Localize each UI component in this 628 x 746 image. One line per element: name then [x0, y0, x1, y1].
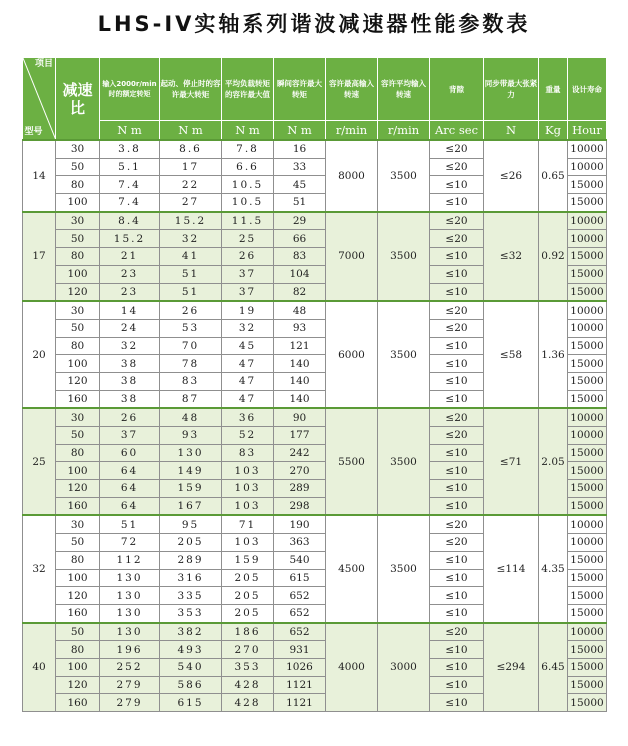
col-header-rated-torque: 输入2000r/min时的额定转矩 — [100, 58, 160, 121]
start-stop-torque-cell: 130 — [160, 444, 222, 462]
life-cell: 15000 — [568, 248, 607, 266]
avg-load-torque-cell: 36 — [222, 408, 274, 426]
ratio-cell: 80 — [56, 337, 100, 355]
weight-cell: 4.35 — [539, 515, 568, 622]
start-stop-torque-cell: 159 — [160, 480, 222, 498]
rated-torque-cell: 130 — [100, 623, 160, 641]
rated-torque-cell: 130 — [100, 604, 160, 622]
life-cell: 10000 — [568, 319, 607, 337]
ratio-cell: 80 — [56, 641, 100, 659]
rated-torque-cell: 38 — [100, 390, 160, 408]
table-row — [23, 515, 607, 533]
ratio-cell: 120 — [56, 587, 100, 605]
backlash-cell: ≤10 — [430, 641, 484, 659]
corner-header-cell — [23, 58, 56, 140]
ratio-cell: 80 — [56, 248, 100, 266]
avg-load-torque-cell: 11.5 — [222, 212, 274, 230]
life-cell: 10000 — [568, 515, 607, 533]
start-stop-torque-cell: 15.2 — [160, 212, 222, 230]
model-cell: 20 — [23, 301, 56, 408]
ratio-cell: 160 — [56, 694, 100, 712]
col-header-momentary-torque: 瞬间容许最大转矩 — [274, 58, 326, 121]
start-stop-torque-cell: 22 — [160, 176, 222, 194]
avg-load-torque-cell: 83 — [222, 444, 274, 462]
rated-torque-cell: 7.4 — [100, 176, 160, 194]
rated-torque-cell: 23 — [100, 265, 160, 283]
life-cell: 15000 — [568, 694, 607, 712]
model-cell: 25 — [23, 408, 56, 515]
backlash-cell: ≤10 — [430, 658, 484, 676]
table-row — [23, 140, 607, 158]
start-stop-torque-cell: 382 — [160, 623, 222, 641]
momentary-torque-cell: 177 — [274, 427, 326, 445]
rated-torque-cell: 64 — [100, 497, 160, 515]
backlash-cell: ≤20 — [430, 534, 484, 552]
start-stop-torque-cell: 53 — [160, 319, 222, 337]
start-stop-torque-cell: 26 — [160, 301, 222, 319]
life-cell: 10000 — [568, 230, 607, 248]
ratio-cell: 100 — [56, 658, 100, 676]
backlash-cell: ≤10 — [430, 551, 484, 569]
backlash-cell: ≤10 — [430, 265, 484, 283]
ratio-cell: 100 — [56, 265, 100, 283]
start-stop-torque-cell: 93 — [160, 427, 222, 445]
ratio-cell: 50 — [56, 534, 100, 552]
avg-input-speed-cell: 3500 — [378, 301, 430, 408]
avg-load-torque-cell: 10.5 — [222, 194, 274, 212]
life-cell: 15000 — [568, 569, 607, 587]
backlash-cell: ≤10 — [430, 355, 484, 373]
ratio-cell: 120 — [56, 480, 100, 498]
backlash-cell: ≤20 — [430, 623, 484, 641]
start-stop-torque-cell: 17 — [160, 158, 222, 176]
life-cell: 15000 — [568, 641, 607, 659]
rated-torque-cell: 64 — [100, 462, 160, 480]
backlash-cell: ≤10 — [430, 283, 484, 301]
start-stop-torque-cell: 70 — [160, 337, 222, 355]
life-cell: 10000 — [568, 301, 607, 319]
momentary-torque-cell: 242 — [274, 444, 326, 462]
rated-torque-cell: 14 — [100, 301, 160, 319]
start-stop-torque-cell: 289 — [160, 551, 222, 569]
spec-table — [22, 58, 607, 712]
belt-tension-cell: ≤114 — [484, 515, 539, 622]
backlash-cell: ≤20 — [430, 230, 484, 248]
avg-load-torque-cell: 103 — [222, 497, 274, 515]
life-cell: 15000 — [568, 604, 607, 622]
unit-cell: N — [484, 121, 539, 141]
backlash-cell: ≤10 — [430, 587, 484, 605]
start-stop-torque-cell: 48 — [160, 408, 222, 426]
max-input-speed-cell: 4500 — [326, 515, 378, 622]
avg-load-torque-cell: 47 — [222, 372, 274, 390]
momentary-torque-cell: 140 — [274, 390, 326, 408]
unit-cell: N m — [274, 121, 326, 141]
avg-load-torque-cell: 428 — [222, 694, 274, 712]
unit-cell: Arc sec — [430, 121, 484, 141]
ratio-cell: 120 — [56, 372, 100, 390]
avg-load-torque-cell: 103 — [222, 480, 274, 498]
rated-torque-cell: 26 — [100, 408, 160, 426]
avg-load-torque-cell: 71 — [222, 515, 274, 533]
backlash-cell: ≤10 — [430, 390, 484, 408]
ratio-cell: 120 — [56, 676, 100, 694]
avg-load-torque-cell: 25 — [222, 230, 274, 248]
momentary-torque-cell: 16 — [274, 140, 326, 158]
backlash-cell: ≤10 — [430, 604, 484, 622]
unit-cell: r/min — [378, 121, 430, 141]
momentary-torque-cell: 363 — [274, 534, 326, 552]
momentary-torque-cell: 1026 — [274, 658, 326, 676]
momentary-torque-cell: 66 — [274, 230, 326, 248]
avg-input-speed-cell: 3500 — [378, 515, 430, 622]
backlash-cell: ≤20 — [430, 515, 484, 533]
backlash-cell: ≤10 — [430, 176, 484, 194]
unit-cell: N m — [222, 121, 274, 141]
ratio-cell: 80 — [56, 551, 100, 569]
avg-load-torque-cell: 103 — [222, 534, 274, 552]
rated-torque-cell: 38 — [100, 355, 160, 373]
max-input-speed-cell: 7000 — [326, 212, 378, 301]
ratio-cell: 50 — [56, 158, 100, 176]
rated-torque-cell: 38 — [100, 372, 160, 390]
ratio-cell: 100 — [56, 569, 100, 587]
avg-load-torque-cell: 103 — [222, 462, 274, 480]
momentary-torque-cell: 289 — [274, 480, 326, 498]
momentary-torque-cell: 298 — [274, 497, 326, 515]
backlash-cell: ≤10 — [430, 337, 484, 355]
table-body — [23, 140, 607, 712]
start-stop-torque-cell: 205 — [160, 534, 222, 552]
col-header-belt-tension: 同步带最大张紧力 — [484, 58, 539, 121]
backlash-cell: ≤10 — [430, 497, 484, 515]
momentary-torque-cell: 540 — [274, 551, 326, 569]
ratio-cell: 30 — [56, 301, 100, 319]
life-cell: 15000 — [568, 337, 607, 355]
unit-cell: Kg — [539, 121, 568, 141]
momentary-torque-cell: 93 — [274, 319, 326, 337]
life-cell: 15000 — [568, 176, 607, 194]
life-cell: 10000 — [568, 140, 607, 158]
rated-torque-cell: 252 — [100, 658, 160, 676]
start-stop-torque-cell: 83 — [160, 372, 222, 390]
avg-load-torque-cell: 19 — [222, 301, 274, 319]
momentary-torque-cell: 51 — [274, 194, 326, 212]
backlash-cell: ≤10 — [430, 676, 484, 694]
model-cell: 40 — [23, 623, 56, 712]
rated-torque-cell: 51 — [100, 515, 160, 533]
belt-tension-cell: ≤26 — [484, 140, 539, 212]
momentary-torque-cell: 140 — [274, 355, 326, 373]
weight-cell: 0.92 — [539, 212, 568, 301]
avg-load-torque-cell: 52 — [222, 427, 274, 445]
avg-input-speed-cell: 3500 — [378, 212, 430, 301]
rated-torque-cell: 8.4 — [100, 212, 160, 230]
ratio-cell: 50 — [56, 319, 100, 337]
start-stop-torque-cell: 586 — [160, 676, 222, 694]
ratio-header: 减速比 — [56, 58, 100, 140]
rated-torque-cell: 24 — [100, 319, 160, 337]
ratio-cell: 160 — [56, 604, 100, 622]
rated-torque-cell: 15.2 — [100, 230, 160, 248]
col-header-avg-input-speed: 容许平均输入转速 — [378, 58, 430, 121]
rated-torque-cell: 3.8 — [100, 140, 160, 158]
life-cell: 15000 — [568, 194, 607, 212]
life-cell: 10000 — [568, 534, 607, 552]
momentary-torque-cell: 1121 — [274, 694, 326, 712]
rated-torque-cell: 72 — [100, 534, 160, 552]
belt-tension-cell: ≤32 — [484, 212, 539, 301]
col-header-start-stop-torque: 起动、停止时的容许最大转矩 — [160, 58, 222, 121]
life-cell: 15000 — [568, 462, 607, 480]
unit-cell: r/min — [326, 121, 378, 141]
table-row — [23, 212, 607, 230]
life-cell: 15000 — [568, 587, 607, 605]
avg-load-torque-cell: 47 — [222, 390, 274, 408]
avg-load-torque-cell: 37 — [222, 283, 274, 301]
model-cell: 32 — [23, 515, 56, 622]
momentary-torque-cell: 121 — [274, 337, 326, 355]
ratio-cell: 50 — [56, 230, 100, 248]
life-cell: 15000 — [568, 497, 607, 515]
table-row — [23, 301, 607, 319]
corner-label-item: 项目 — [34, 59, 53, 69]
momentary-torque-cell: 1121 — [274, 676, 326, 694]
col-header-avg-load-torque: 平均负载转矩的容许最大值 — [222, 58, 274, 121]
momentary-torque-cell: 104 — [274, 265, 326, 283]
momentary-torque-cell: 190 — [274, 515, 326, 533]
start-stop-torque-cell: 51 — [160, 265, 222, 283]
col-header-weight: 重量 — [539, 58, 568, 121]
max-input-speed-cell: 6000 — [326, 301, 378, 408]
avg-input-speed-cell: 3500 — [378, 140, 430, 212]
start-stop-torque-cell: 615 — [160, 694, 222, 712]
life-cell: 15000 — [568, 551, 607, 569]
momentary-torque-cell: 90 — [274, 408, 326, 426]
avg-load-torque-cell: 205 — [222, 569, 274, 587]
start-stop-torque-cell: 8.6 — [160, 140, 222, 158]
rated-torque-cell: 37 — [100, 427, 160, 445]
start-stop-torque-cell: 32 — [160, 230, 222, 248]
momentary-torque-cell: 652 — [274, 604, 326, 622]
page-title: LHS-IV实轴系列谐波减速器性能参数表 — [97, 12, 531, 36]
backlash-cell: ≤10 — [430, 462, 484, 480]
life-cell: 15000 — [568, 283, 607, 301]
ratio-cell: 50 — [56, 427, 100, 445]
momentary-torque-cell: 33 — [274, 158, 326, 176]
avg-load-torque-cell: 186 — [222, 623, 274, 641]
start-stop-torque-cell: 316 — [160, 569, 222, 587]
rated-torque-cell: 7.4 — [100, 194, 160, 212]
avg-load-torque-cell: 45 — [222, 337, 274, 355]
backlash-cell: ≤20 — [430, 319, 484, 337]
ratio-cell: 100 — [56, 462, 100, 480]
max-input-speed-cell: 5500 — [326, 408, 378, 515]
avg-input-speed-cell: 3500 — [378, 408, 430, 515]
life-cell: 15000 — [568, 265, 607, 283]
ratio-cell: 120 — [56, 283, 100, 301]
avg-load-torque-cell: 205 — [222, 604, 274, 622]
start-stop-torque-cell: 149 — [160, 462, 222, 480]
ratio-cell: 30 — [56, 212, 100, 230]
avg-load-torque-cell: 353 — [222, 658, 274, 676]
max-input-speed-cell: 4000 — [326, 623, 378, 712]
rated-torque-cell: 279 — [100, 676, 160, 694]
rated-torque-cell: 130 — [100, 569, 160, 587]
life-cell: 10000 — [568, 427, 607, 445]
backlash-cell: ≤10 — [430, 569, 484, 587]
backlash-cell: ≤10 — [430, 480, 484, 498]
ratio-cell: 160 — [56, 390, 100, 408]
life-cell: 15000 — [568, 355, 607, 373]
avg-load-torque-cell: 270 — [222, 641, 274, 659]
ratio-cell: 50 — [56, 623, 100, 641]
avg-load-torque-cell: 37 — [222, 265, 274, 283]
life-cell: 15000 — [568, 444, 607, 462]
momentary-torque-cell: 652 — [274, 623, 326, 641]
col-header-backlash: 背隙 — [430, 58, 484, 121]
avg-load-torque-cell: 6.6 — [222, 158, 274, 176]
avg-load-torque-cell: 32 — [222, 319, 274, 337]
avg-load-torque-cell: 10.5 — [222, 176, 274, 194]
avg-load-torque-cell: 428 — [222, 676, 274, 694]
avg-load-torque-cell: 26 — [222, 248, 274, 266]
backlash-cell: ≤20 — [430, 212, 484, 230]
momentary-torque-cell: 83 — [274, 248, 326, 266]
momentary-torque-cell: 82 — [274, 283, 326, 301]
model-cell: 14 — [23, 140, 56, 212]
belt-tension-cell: ≤294 — [484, 623, 539, 712]
avg-load-torque-cell: 159 — [222, 551, 274, 569]
col-header-life: 设计寿命 — [568, 58, 607, 121]
avg-load-torque-cell: 7.8 — [222, 140, 274, 158]
start-stop-torque-cell: 87 — [160, 390, 222, 408]
backlash-cell: ≤10 — [430, 694, 484, 712]
momentary-torque-cell: 931 — [274, 641, 326, 659]
start-stop-torque-cell: 78 — [160, 355, 222, 373]
backlash-cell: ≤20 — [430, 427, 484, 445]
unit-cell: N m — [160, 121, 222, 141]
rated-torque-cell: 23 — [100, 283, 160, 301]
rated-torque-cell: 279 — [100, 694, 160, 712]
backlash-cell: ≤20 — [430, 158, 484, 176]
momentary-torque-cell: 29 — [274, 212, 326, 230]
col-header-max-input-speed: 容许最高输入转速 — [326, 58, 378, 121]
start-stop-torque-cell: 51 — [160, 283, 222, 301]
unit-cell: Hour — [568, 121, 607, 141]
unit-cell: N m — [100, 121, 160, 141]
backlash-cell: ≤10 — [430, 372, 484, 390]
start-stop-torque-cell: 167 — [160, 497, 222, 515]
ratio-cell: 100 — [56, 355, 100, 373]
momentary-torque-cell: 652 — [274, 587, 326, 605]
max-input-speed-cell: 8000 — [326, 140, 378, 212]
table-row — [23, 408, 607, 426]
backlash-cell: ≤10 — [430, 248, 484, 266]
rated-torque-cell: 196 — [100, 641, 160, 659]
start-stop-torque-cell: 95 — [160, 515, 222, 533]
rated-torque-cell: 130 — [100, 587, 160, 605]
rated-torque-cell: 112 — [100, 551, 160, 569]
corner-label-model: 型号 — [24, 127, 43, 137]
weight-cell: 2.05 — [539, 408, 568, 515]
ratio-cell: 100 — [56, 194, 100, 212]
rated-torque-cell: 5.1 — [100, 158, 160, 176]
ratio-cell: 160 — [56, 497, 100, 515]
rated-torque-cell: 32 — [100, 337, 160, 355]
backlash-cell: ≤10 — [430, 194, 484, 212]
backlash-cell: ≤10 — [430, 444, 484, 462]
belt-tension-cell: ≤71 — [484, 408, 539, 515]
avg-load-torque-cell: 205 — [222, 587, 274, 605]
ratio-cell: 30 — [56, 140, 100, 158]
avg-input-speed-cell: 3000 — [378, 623, 430, 712]
momentary-torque-cell: 45 — [274, 176, 326, 194]
ratio-cell: 80 — [56, 444, 100, 462]
ratio-cell: 80 — [56, 176, 100, 194]
life-cell: 15000 — [568, 372, 607, 390]
start-stop-torque-cell: 353 — [160, 604, 222, 622]
start-stop-torque-cell: 540 — [160, 658, 222, 676]
life-cell: 10000 — [568, 623, 607, 641]
start-stop-torque-cell: 27 — [160, 194, 222, 212]
life-cell: 15000 — [568, 390, 607, 408]
start-stop-torque-cell: 493 — [160, 641, 222, 659]
belt-tension-cell: ≤58 — [484, 301, 539, 408]
life-cell: 15000 — [568, 658, 607, 676]
start-stop-torque-cell: 41 — [160, 248, 222, 266]
momentary-torque-cell: 140 — [274, 372, 326, 390]
momentary-torque-cell: 48 — [274, 301, 326, 319]
table-header — [23, 58, 607, 140]
backlash-cell: ≤20 — [430, 140, 484, 158]
life-cell: 15000 — [568, 676, 607, 694]
life-cell: 10000 — [568, 212, 607, 230]
life-cell: 15000 — [568, 480, 607, 498]
rated-torque-cell: 21 — [100, 248, 160, 266]
life-cell: 10000 — [568, 408, 607, 426]
table-row — [23, 623, 607, 641]
avg-load-torque-cell: 47 — [222, 355, 274, 373]
rated-torque-cell: 64 — [100, 480, 160, 498]
life-cell: 10000 — [568, 158, 607, 176]
momentary-torque-cell: 270 — [274, 462, 326, 480]
ratio-cell: 30 — [56, 515, 100, 533]
momentary-torque-cell: 615 — [274, 569, 326, 587]
weight-cell: 1.36 — [539, 301, 568, 408]
rated-torque-cell: 60 — [100, 444, 160, 462]
backlash-cell: ≤20 — [430, 301, 484, 319]
weight-cell: 6.45 — [539, 623, 568, 712]
start-stop-torque-cell: 335 — [160, 587, 222, 605]
ratio-cell: 30 — [56, 408, 100, 426]
backlash-cell: ≤20 — [430, 408, 484, 426]
weight-cell: 0.65 — [539, 140, 568, 212]
model-cell: 17 — [23, 212, 56, 301]
